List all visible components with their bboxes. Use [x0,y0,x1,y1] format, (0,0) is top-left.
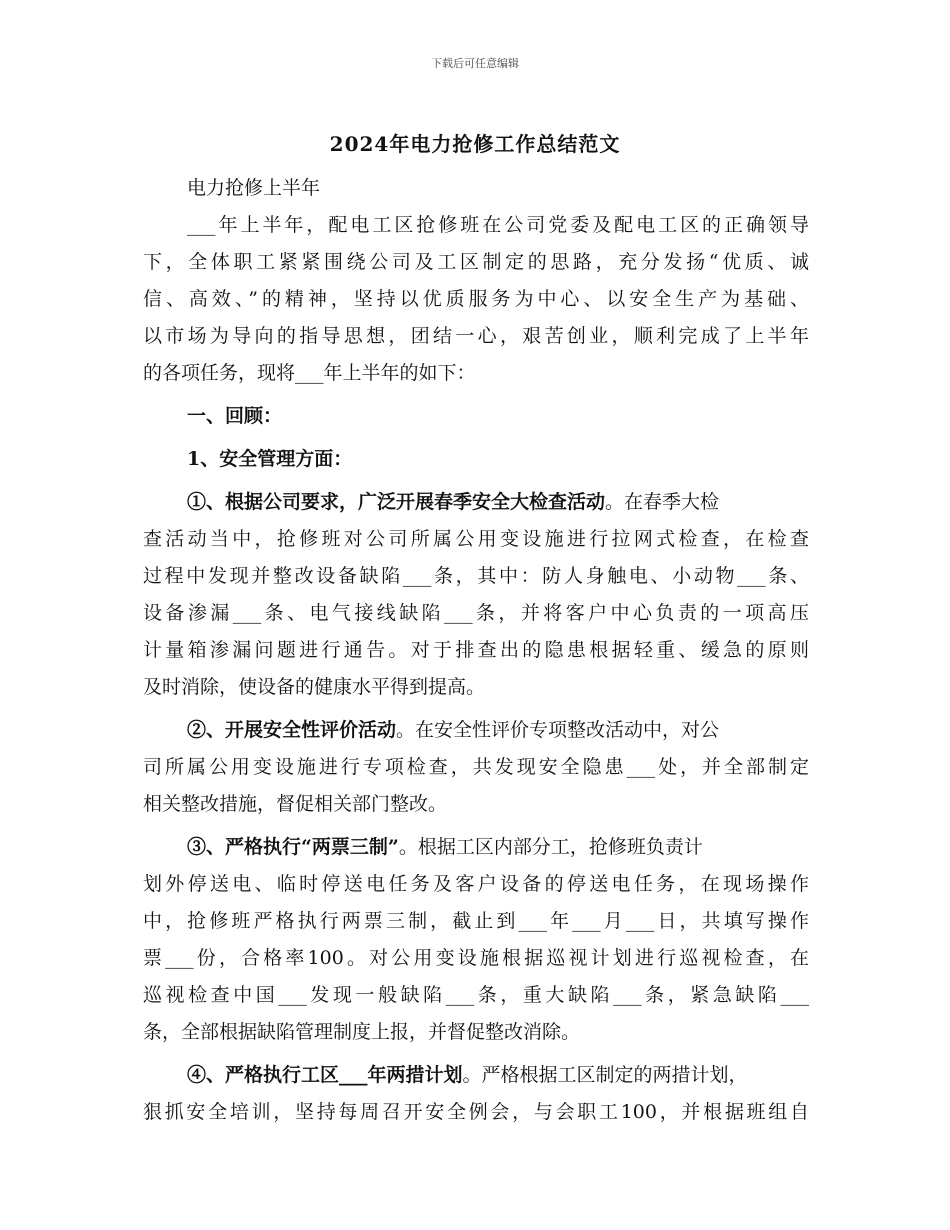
paragraph-line: 划外停送电、临时停送电任务及客户设备的停送电任务，在现场操作 [143,873,809,895]
paragraph-line: 计量箱渗漏问题进行通告。对于排查出的隐患根据轻重、缓急的原则 [143,639,809,661]
paragraph-line: 票___份，合格率100。对公用变设施根据巡视计划进行巡视检查，在 [143,947,809,969]
paragraph-line: 电力抢修上半年 [187,177,321,199]
document-title: 2024年电力抢修工作总结范文 [329,132,621,156]
paragraph-line: 相关整改措施，督促相关部门整改。 [143,793,448,815]
paragraph-line: ___年上半年，配电工区抢修班在公司党委及配电工区的正确领导 [187,214,809,236]
paragraph-line: 司所属公用变设施进行专项检查，共发现安全隐患___处，并全部制定 [143,756,809,778]
paragraph-line: 下，全体职工紧紧围绕公司及工区制定的思路，充分发扬“优质、诚 [143,251,809,273]
paragraph-line: ②、开展安全性评价活动。在安全性评价专项整改活动中，对公 [187,719,720,741]
paragraph-line: 以市场为导向的指导思想，团结一心，艰苦创业，顺利完成了上半年 [143,325,809,347]
paragraph-line: 及时消除，使设备的健康水平得到提高。 [143,676,486,698]
paragraph-line: ③、严格执行“两票三制”。根据工区内部分工，抢修班负责计 [187,836,703,858]
paragraph-line: 设备渗漏___条、电气接线缺陷___条，并将客户中心负责的一项高压 [143,602,809,624]
paragraph-line: 狠抓安全培训，坚持每周召开安全例会，与会职工100，并根据班组自 [143,1101,809,1123]
paragraph-line: ④、严格执行工区___年两措计划。严格根据工区制定的两措计划， [187,1064,748,1086]
document-body [143,170,809,1131]
item-heading: ④、严格执行工区___年两措计划 [187,1064,463,1086]
paragraph-line: 过程中发现并整改设备缺陷___条，其中：防人身触电、小动物___条、 [143,565,809,587]
download-note: 下载后可任意编辑 [431,57,519,70]
item-heading: ①、根据公司要求，广泛开展春季安全大检查活动 [187,491,606,513]
paragraph-line: 查活动当中，抢修班对公司所属公用变设施进行拉网式检查，在检查 [143,528,809,550]
paragraph-line: ①、根据公司要求，广泛开展春季安全大检查活动。在春季大检 [187,491,720,513]
paragraph-line: 中，抢修班严格执行两票三制，截止到___年___月___日，共填写操作 [143,910,809,932]
paragraph-line: 信、高效、”的精神，坚持以优质服务为中心、以安全生产为基础、 [143,288,809,310]
paragraph-line: 条，全部根据缺陷管理制度上报，并督促整改消除。 [143,1021,581,1043]
item-heading: ③、严格执行“两票三制” [187,836,399,858]
section-heading: 一、回顾： [187,405,283,427]
subsection-heading: 1、安全管理方面： [187,448,353,470]
paragraph-line: 的各项任务，现将___年上半年的如下： [143,362,476,384]
paragraph-line: 巡视检查中国___发现一般缺陷___条，重大缺陷___条，紧急缺陷___ [143,984,809,1006]
item-heading: ②、开展安全性评价活动 [187,719,397,741]
